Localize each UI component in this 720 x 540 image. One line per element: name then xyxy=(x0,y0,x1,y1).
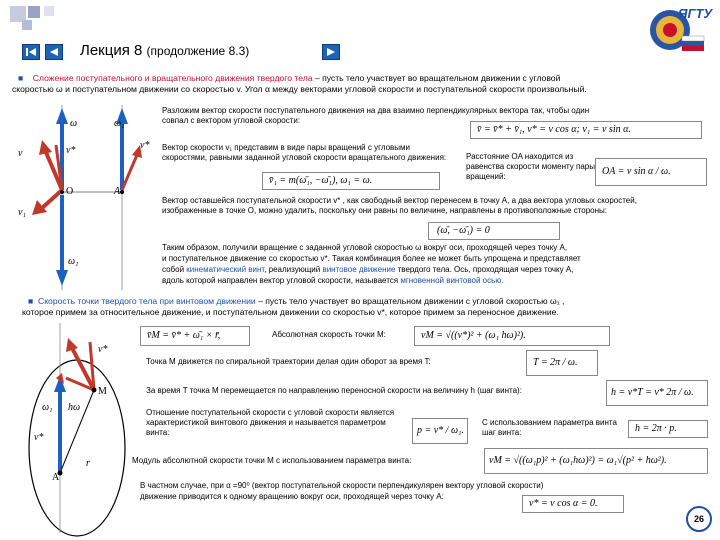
figure-label-vstar: v* xyxy=(66,145,76,156)
param-formula-box xyxy=(412,418,468,444)
param-formula: p = v* / ω₁. xyxy=(417,425,465,436)
decompose-formula: v̄ = v̄* + v̄₁, v* = v cos α; v₁ = v sin α. xyxy=(477,124,631,135)
helical-figure xyxy=(22,318,132,538)
page-title: Лекция 8 (продолжение 8.3) xyxy=(80,42,250,59)
special-formula: v* = v cos α = 0. xyxy=(529,498,598,509)
conclusion-line-3: собой кинематический винт, реализующий винтовое движение твердого тела. Ось, проходящая через точку A, xyxy=(162,265,574,274)
figure-label-O: O xyxy=(66,186,74,197)
skip-back-icon xyxy=(23,45,39,59)
section1-line2: скоростью ω и поступательном движении со скоростью v. Угол α между векторами угловой скорости и поступательной скорости произвольный. xyxy=(12,84,587,94)
figure-label-A: A xyxy=(114,186,121,197)
step-text: С использованием параметра винта шаг винта: xyxy=(482,418,617,437)
section2-line2: которое примем за относительное движение, и поступательном движении со скоростью v*, которое примем за переносное движение. xyxy=(22,307,559,317)
period-formula-box xyxy=(526,350,598,376)
step-formula: h = 2π · p. xyxy=(635,423,677,434)
fig2-label-r: r xyxy=(86,458,90,469)
step-formula-box xyxy=(628,420,708,438)
abs-right-formula-box xyxy=(414,326,610,346)
section1-heading: ■ Сложение поступательного и вращательного движения твердого тела – пусть тело участвует во вращательном движении с угловой xyxy=(18,73,561,83)
fig2-label-M: M xyxy=(98,386,107,397)
mod-formula-box xyxy=(484,448,708,474)
figure-label-minus-omega1: ω₁ xyxy=(68,256,79,267)
fig2-label-vstar-low: v* xyxy=(34,432,44,443)
decompose-formula-box xyxy=(470,121,702,139)
abs-right-formula: vM = √((v*)² + (ω₁ hω)²). xyxy=(421,330,526,341)
oa-text: Расстояние OA находится из равенства скорости моменту пары вращений: xyxy=(466,152,595,181)
fig2-label-omega1: ω₁ xyxy=(42,402,53,413)
prev-slide-button[interactable] xyxy=(45,44,63,60)
conclusion-line-4: вдоль которой направлен вектор угловой скорости, называется мгновенной винтовой осью. xyxy=(162,276,504,285)
figure-label-omega: ω xyxy=(70,118,78,129)
abs-left-formula: v̄M = v̄* + ω̄₁ × r̄, xyxy=(147,330,221,341)
conclusion-line-1: Таким образом, получили вращение с заданной угловой скоростью ω вокруг оси, проходящей через точку A, xyxy=(162,243,568,252)
fig2-label-h: hω xyxy=(68,402,81,413)
oa-formula-box xyxy=(595,158,707,186)
special-formula-box xyxy=(522,495,624,513)
pair-formula-box xyxy=(262,172,440,190)
arrow-right-icon xyxy=(323,45,339,59)
shift-formula-box xyxy=(606,380,708,406)
special-line-1: В частном случае, при α =90⁰ (вектор поступательной скорости перпендикулярен вектору угловой скорости) xyxy=(140,481,544,490)
next-slide-button[interactable] xyxy=(322,44,340,60)
section2-heading: ■ Скорость точки твердого тела при винтовом движении – пусть тело участвует во вращательном движении с угловой скоростью ω₁ , xyxy=(28,296,565,306)
page-number: 26 xyxy=(686,506,712,532)
figure-label-v: v xyxy=(18,148,23,159)
mod-formula: vM = √((ω₁p)² + (ω₁hω)²) = ω₁√(p² + hω²). xyxy=(489,455,667,466)
mod-text: Модуль абсолютной скорости точки M с использованием параметра винта: xyxy=(132,456,412,465)
fig2-label-A: A xyxy=(52,472,60,483)
shift-formula: h = v*T = v* 2π / ω. xyxy=(611,387,694,398)
decor-square xyxy=(28,6,40,18)
logo-text: ЯГТУ xyxy=(678,6,713,21)
rotation-figure xyxy=(12,100,162,295)
remain-text: Вектор оставшейся поступательной скорости v* , как свободный вектор перенесем в точку A, а два вектора угловых скоростей, изображенные в точке O, можно удалить, поскольку они равны по величине, направлены в противоположные стороны: xyxy=(162,196,637,215)
period-text: Точка M движется по спиральной траектории делая один оборот за время T: xyxy=(146,357,431,366)
decor-square xyxy=(22,20,32,30)
decompose-text: Разложим вектор скорости поступательного движения на два взаимно перпендикулярных вектора так, чтобы один совпал с вектором угловой скорости: xyxy=(162,106,590,125)
abs-label: Абсолютная скорость точки M: xyxy=(272,330,386,339)
arrow-left-icon xyxy=(46,45,62,59)
period-formula: T = 2π / ω. xyxy=(533,357,578,368)
figure-label-vstar-a: v* xyxy=(140,140,150,151)
oa-formula: OA = v sin α / ω. xyxy=(602,166,671,177)
university-logo xyxy=(648,2,713,54)
figure-label-omega1: ω₁ xyxy=(114,118,125,129)
first-slide-button[interactable] xyxy=(22,44,40,60)
fig2-label-vstar: v* xyxy=(98,344,108,355)
special-line-2: движение приводится к одному вращению вокруг оси, проходящей через точку A: xyxy=(140,492,444,501)
pair-formula: v̄₁ = m(ω̄₁, −ω̄₁), ω₁ = ω. xyxy=(269,175,373,186)
decor-square xyxy=(44,6,54,16)
param-text: Отношение поступательной скорости с угловой скорости является характеристикой винтового движения и называется параметром винта: xyxy=(146,408,395,437)
remove-formula-box xyxy=(428,222,560,240)
conclusion-line-2: и поступательное движение со скоростью v*. Такая комбинация более не может быть упрощена и представляет xyxy=(162,254,581,263)
figure-label-v1: v₁ xyxy=(18,207,26,218)
remove-formula: (ω̄, −ω̄₁) = 0 xyxy=(437,225,490,236)
abs-left-formula-box xyxy=(140,326,250,346)
pair-text: Вектор скорости v₁ представим в виде пары вращений с угловыми скоростями, равными заданной угловой скорости вращательного движения: xyxy=(162,143,447,162)
shift-text: За время T точка M перемещается по направлению переносной скорости на величину h (шаг винта): xyxy=(146,386,522,395)
